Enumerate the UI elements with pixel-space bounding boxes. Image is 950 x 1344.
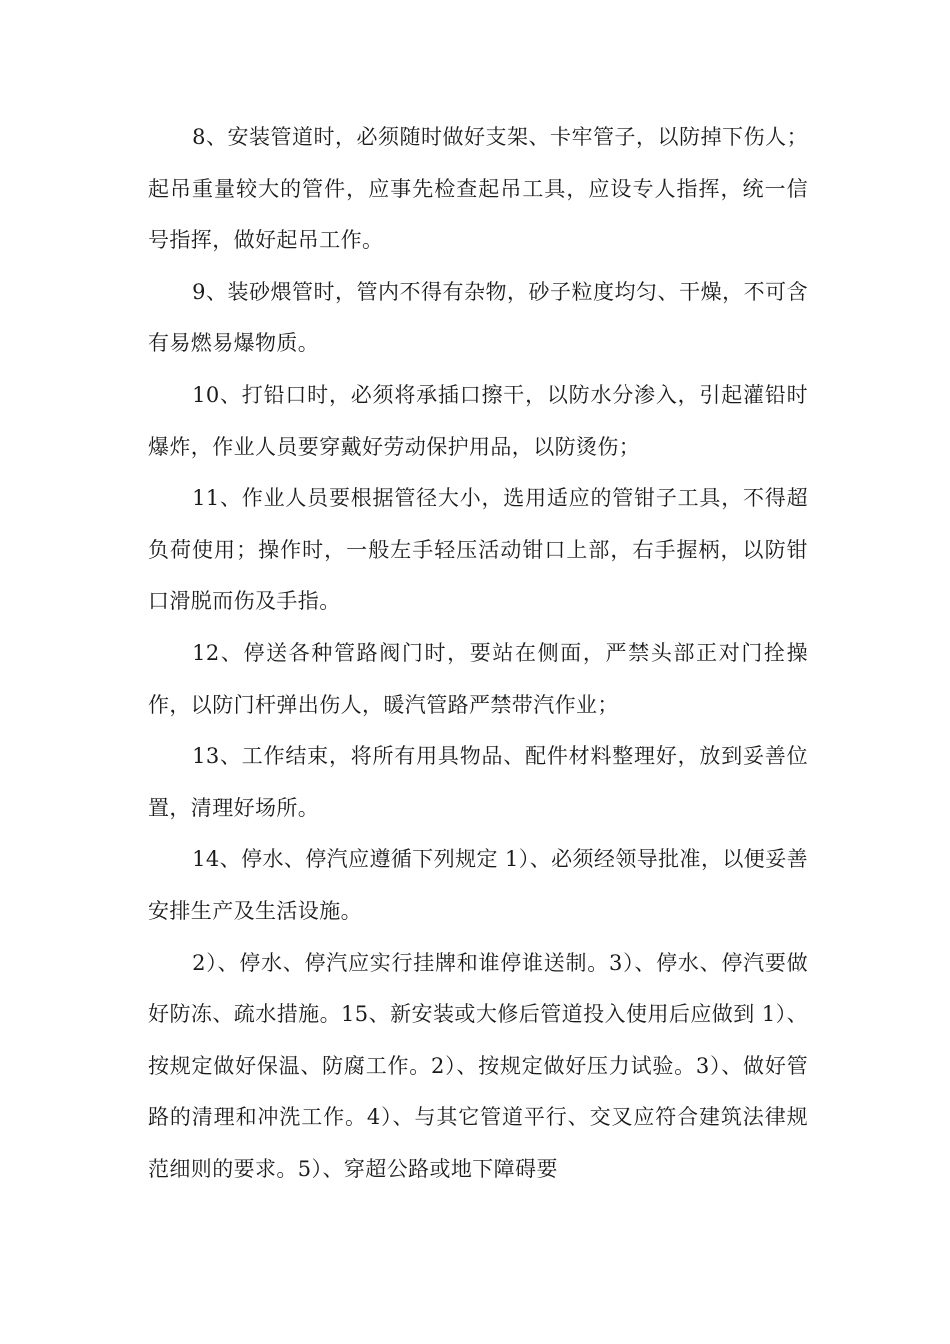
document-body	[148, 112, 808, 1195]
paragraph-item-12: 12、停送各种管路阀门时，要站在侧面，严禁头部正对门拴操作，以防门杆弹出伤人，暖汽管路严禁带汽作业；	[148, 640, 808, 717]
paragraph-item-14-continued: 2）、停水、停汽应实行挂牌和谁停谁送制。3）、停水、停汽要做好防冻、疏水措施。15、新安装或大修后管道投入使用后应做到 1）、按规定做好保温、防腐工作。2）、按规定做好压力试验。3）、做好管路的清理和冲洗工作。4）、与其它管道平行、交叉应符合建筑法律规范细则的要求。5）、穿超公路或地下障碍要	[148, 950, 808, 1181]
paragraph-item-10: 10、打铅口时，必须将承插口擦干，以防水分渗入，引起灌铅时爆炸，作业人员要穿戴好劳动保护用品，以防烫伤；	[148, 382, 808, 459]
paragraph-item-13: 13、工作结束，将所有用具物品、配件材料整理好，放到妥善位置，清理好场所。	[148, 744, 808, 820]
paragraph-item-14: 14、停水、停汽应遵循下列规定 1）、必须经领导批准，以便妥善安排生产及生活设施。	[148, 847, 808, 923]
paragraph-item-9: 9、装砂煨管时，管内不得有杂物，砂子粒度均匀、干燥，不可含有易燃易爆物质。	[148, 279, 808, 356]
paragraph-item-11: 11、作业人员要根据管径大小，选用适应的管钳子工具，不得超负荷使用；操作时，一般左手轻压活动钳口上部，右手握柄，以防钳口滑脱而伤及手指。	[148, 486, 808, 614]
paragraph-item-8: 8、安装管道时，必须随时做好支架、卡牢管子，以防掉下伤人；起吊重量较大的管件，应事先检查起吊工具，应设专人指挥，统一信号指挥，做好起吊工作。	[148, 125, 808, 253]
